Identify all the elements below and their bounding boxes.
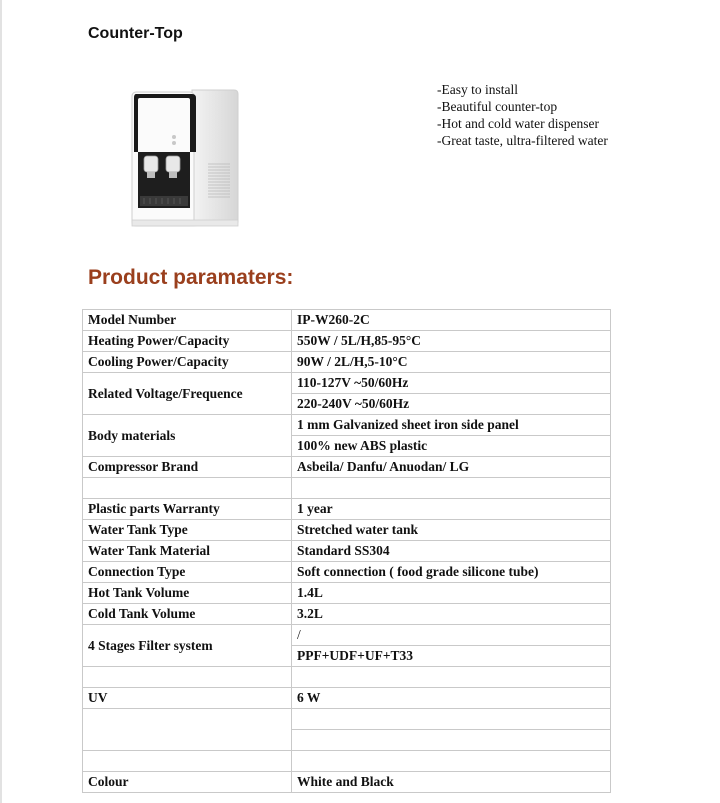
empty-row bbox=[83, 478, 611, 499]
spec-label: UV bbox=[83, 688, 292, 709]
empty-cell bbox=[83, 667, 292, 688]
spec-table bbox=[82, 309, 611, 793]
spec-value: / bbox=[292, 625, 611, 646]
spec-label: Compressor Brand bbox=[83, 457, 292, 478]
empty-cell bbox=[292, 730, 611, 751]
feature-item: -Easy to install bbox=[437, 82, 518, 97]
empty-cell bbox=[292, 751, 611, 772]
page-edge-rule bbox=[0, 0, 2, 803]
spec-value: Stretched water tank bbox=[292, 520, 611, 541]
spec-value: White and Black bbox=[292, 772, 611, 793]
table-row bbox=[83, 541, 611, 562]
table-row bbox=[83, 604, 611, 625]
table-row bbox=[83, 310, 611, 331]
water-dispenser-image bbox=[126, 84, 246, 234]
spec-value: 1 mm Galvanized sheet iron side panel bbox=[292, 415, 611, 436]
spec-value: Soft connection ( food grade silicone tube) bbox=[292, 562, 611, 583]
spec-value: 3.2L bbox=[292, 604, 611, 625]
empty-row bbox=[83, 751, 611, 772]
page-heading: Counter-Top bbox=[88, 25, 183, 42]
table-row bbox=[83, 499, 611, 520]
spec-value: Asbeila/ Danfu/ Anuodan/ LG bbox=[292, 457, 611, 478]
table-row bbox=[83, 583, 611, 604]
spec-label: Hot Tank Volume bbox=[83, 583, 292, 604]
spec-label: Related Voltage/Frequence bbox=[83, 373, 292, 415]
table-row bbox=[83, 520, 611, 541]
spec-value: Standard SS304 bbox=[292, 541, 611, 562]
spec-value: 220-240V ~50/60Hz bbox=[292, 394, 611, 415]
table-row bbox=[83, 625, 611, 646]
empty-cell bbox=[83, 709, 292, 751]
empty-cell bbox=[292, 709, 611, 730]
table-row bbox=[83, 457, 611, 478]
spec-label: Plastic parts Warranty bbox=[83, 499, 292, 520]
spec-value: 6 W bbox=[292, 688, 611, 709]
empty-cell bbox=[292, 478, 611, 499]
spec-value: 100% new ABS plastic bbox=[292, 436, 611, 457]
spec-value: PPF+UDF+UF+T33 bbox=[292, 646, 611, 667]
table-row bbox=[83, 415, 611, 436]
spec-label: Body materials bbox=[83, 415, 292, 457]
empty-row bbox=[83, 709, 611, 730]
spec-value: 110-127V ~50/60Hz bbox=[292, 373, 611, 394]
spec-label: Cold Tank Volume bbox=[83, 604, 292, 625]
spec-label: Cooling Power/Capacity bbox=[83, 352, 292, 373]
spec-label: Connection Type bbox=[83, 562, 292, 583]
spec-label: Water Tank Material bbox=[83, 541, 292, 562]
params-title: Product paramaters: bbox=[88, 266, 294, 289]
spec-label: Model Number bbox=[83, 310, 292, 331]
empty-cell bbox=[292, 667, 611, 688]
feature-item: -Great taste, ultra-filtered water bbox=[437, 133, 608, 148]
table-row bbox=[83, 562, 611, 583]
table-row bbox=[83, 352, 611, 373]
spec-value: 550W / 5L/H,85-95°C bbox=[292, 331, 611, 352]
spec-value: 1 year bbox=[292, 499, 611, 520]
spec-value: 90W / 2L/H,5-10°C bbox=[292, 352, 611, 373]
table-row bbox=[83, 373, 611, 394]
spec-label: Water Tank Type bbox=[83, 520, 292, 541]
feature-item: -Hot and cold water dispenser bbox=[437, 116, 599, 131]
spec-label: Colour bbox=[83, 772, 292, 793]
empty-cell bbox=[83, 751, 292, 772]
table-row bbox=[83, 772, 611, 793]
table-row bbox=[83, 688, 611, 709]
spec-value: 1.4L bbox=[292, 583, 611, 604]
empty-row bbox=[83, 667, 611, 688]
feature-item: -Beautiful counter-top bbox=[437, 99, 558, 114]
empty-cell bbox=[83, 478, 292, 499]
table-row bbox=[83, 331, 611, 352]
spec-label: 4 Stages Filter system bbox=[83, 625, 292, 667]
feature-list bbox=[437, 81, 608, 149]
spec-label: Heating Power/Capacity bbox=[83, 331, 292, 352]
spec-value: IP-W260-2C bbox=[292, 310, 611, 331]
